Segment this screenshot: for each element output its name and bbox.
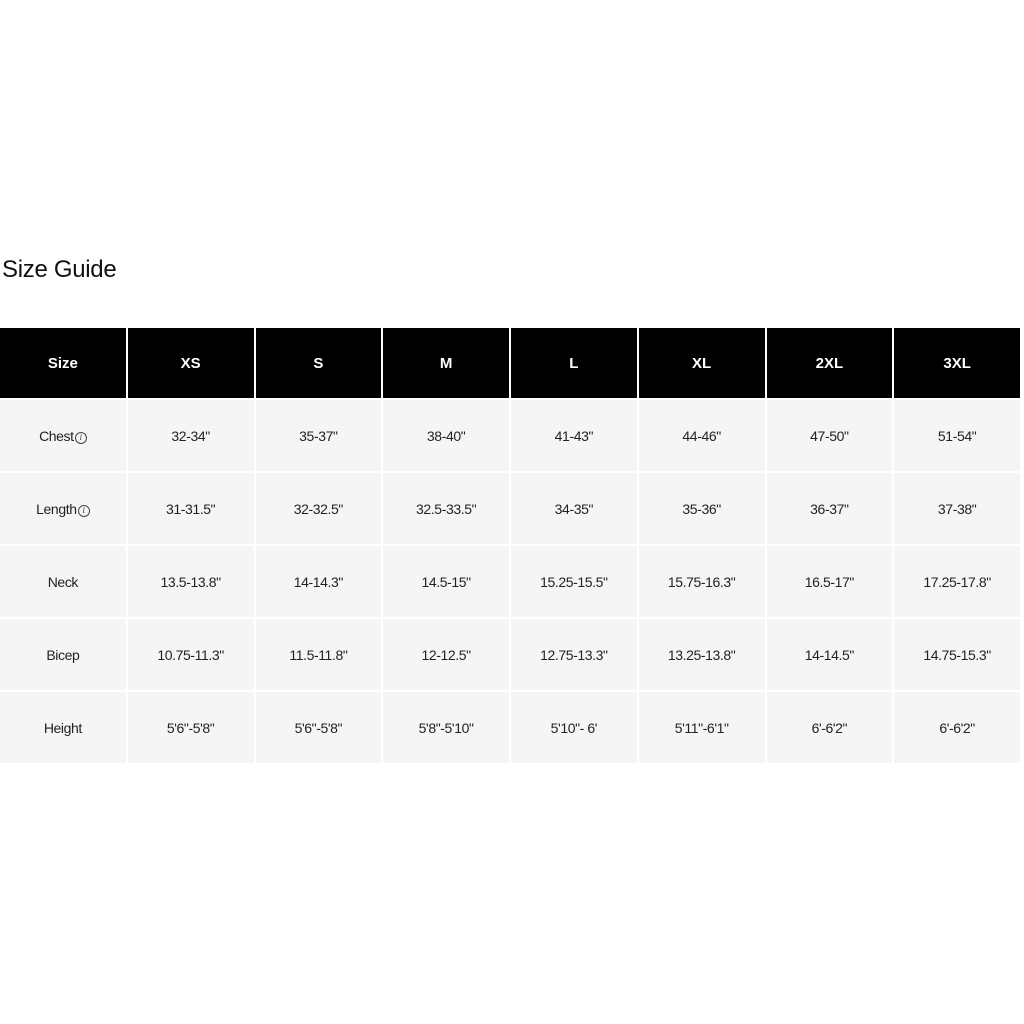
table-cell: 5'11"-6'1" — [639, 692, 765, 763]
table-cell: 38-40" — [383, 400, 509, 471]
row-label-neck: Neck — [0, 546, 126, 617]
table-cell: 31-31.5" — [128, 473, 254, 544]
table-cell: 10.75-11.3" — [128, 619, 254, 690]
row-label-length — [0, 473, 126, 544]
table-cell: 17.25-17.8" — [894, 546, 1020, 617]
table-cell: 5'10"- 6' — [511, 692, 637, 763]
header-size-m: M — [383, 328, 509, 398]
info-icon[interactable]: i — [75, 432, 87, 444]
table-cell: 37-38" — [894, 473, 1020, 544]
header-size-2xl: 2XL — [767, 328, 893, 398]
table-cell: 5'8"-5'10" — [383, 692, 509, 763]
table-cell: 35-37" — [256, 400, 382, 471]
table-cell: 5'6"-5'8" — [128, 692, 254, 763]
table-cell: 35-36" — [639, 473, 765, 544]
table-cell: 14.75-15.3" — [894, 619, 1020, 690]
table-cell: 6'-6'2" — [767, 692, 893, 763]
table-cell: 16.5-17" — [767, 546, 893, 617]
table-cell: 36-37" — [767, 473, 893, 544]
table-cell: 13.25-13.8" — [639, 619, 765, 690]
table-cell: 47-50" — [767, 400, 893, 471]
table-cell: 51-54" — [894, 400, 1020, 471]
table-cell: 41-43" — [511, 400, 637, 471]
table-cell: 32.5-33.5" — [383, 473, 509, 544]
size-guide-table — [0, 326, 1022, 765]
table-row-height — [0, 692, 1020, 763]
header-size-3xl: 3XL — [894, 328, 1020, 398]
table-cell: 6'-6'2" — [894, 692, 1020, 763]
table-cell: 32-34" — [128, 400, 254, 471]
table-cell: 15.25-15.5" — [511, 546, 637, 617]
table-row-bicep — [0, 619, 1020, 690]
header-size-s: S — [256, 328, 382, 398]
header-size-xl: XL — [639, 328, 765, 398]
info-icon[interactable]: i — [78, 505, 90, 517]
row-label-bicep: Bicep — [0, 619, 126, 690]
table-cell: 12-12.5" — [383, 619, 509, 690]
header-row — [0, 328, 1020, 398]
header-size-l: L — [511, 328, 637, 398]
table-cell: 32-32.5" — [256, 473, 382, 544]
table-cell: 14-14.5" — [767, 619, 893, 690]
page-title: Size Guide — [2, 256, 117, 283]
row-label-text: Length — [36, 500, 77, 517]
row-label-text: Chest — [39, 427, 74, 444]
table-cell: 13.5-13.8" — [128, 546, 254, 617]
table-cell: 44-46" — [639, 400, 765, 471]
header-size-xs: XS — [128, 328, 254, 398]
table-cell: 14.5-15" — [383, 546, 509, 617]
table-cell: 5'6"-5'8" — [256, 692, 382, 763]
row-label-chest — [0, 400, 126, 471]
table-cell: 12.75-13.3" — [511, 619, 637, 690]
table-cell: 15.75-16.3" — [639, 546, 765, 617]
row-label-height: Height — [0, 692, 126, 763]
table-row-neck — [0, 546, 1020, 617]
header-size-label: Size — [0, 328, 126, 398]
table-row-length — [0, 473, 1020, 544]
table-cell: 34-35" — [511, 473, 637, 544]
table-cell: 11.5-11.8" — [256, 619, 382, 690]
table-row-chest — [0, 400, 1020, 471]
table-cell: 14-14.3" — [256, 546, 382, 617]
